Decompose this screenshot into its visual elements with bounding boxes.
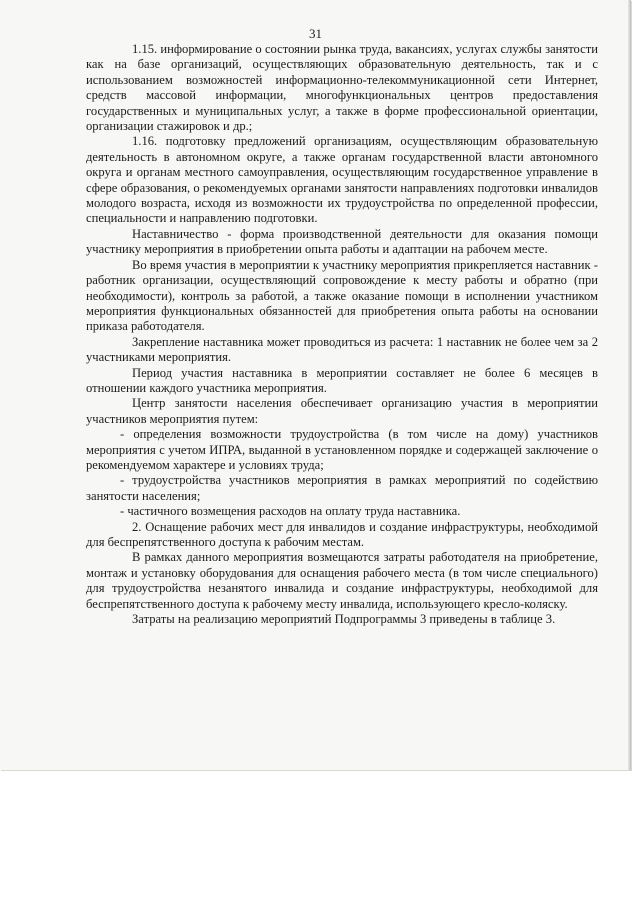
paragraph-mentorship-definition: Наставничество - форма производственной деятельности для оказания помощи участнику мероприятия в приобретении опыта работы и адаптации на рабочем месте.: [86, 226, 598, 257]
paragraph-table-reference: Затраты на реализацию мероприятий Подпрограммы 3 приведены в таблице 3.: [132, 612, 556, 627]
document-body: [86, 42, 598, 627]
paragraph-employer-costs: В рамках данного мероприятия возмещаются затраты работодателя на приобретение, монтаж и установку оборудования для оснащения рабочего места (в том числе специального) для трудоустройства незанятого инвалида и создание инфраструктуры, необходимой для беспрепятственного доступа к рабочему месту инвалида, использующего кресло-коляску.: [86, 550, 598, 611]
paragraph-employment-center: Центр занятости населения обеспечивает организацию участия в мероприятии участников мероприятия путем:: [86, 396, 598, 426]
paragraph-mentor-assignment: Во время участия в мероприятии к участнику мероприятия прикрепляется наставник - работник организации, осуществляющий сопровождение к месту работы и обратно (при необходимости), контроль за работой, а также оказание помощи в исполнении участником мероприятия функциональных обязанностей для приобретения опыта работы на основании приказа работодателя.: [86, 257, 598, 334]
list-item-compensation: - частичного возмещения расходов на оплату труда наставника.: [120, 504, 461, 519]
page-number: 31: [309, 26, 322, 41]
paragraph-mentor-period: Период участия наставника в мероприятии составляет не более 6 месяцев в отношении каждого участника мероприятия.: [86, 365, 598, 395]
paragraph-item-1-15: 1.15. информирование о состоянии рынка труда, вакансиях, услугах службы занятости как на базе организаций, осуществляющих образовательную деятельность, так и с использованием возможностей информационно-телекоммуникационной сети Интернет, средств массовой информации, многофункциональных центров предоставления государственных и муниципальных услуг, а также в форме профессиональной ориентации, организации стажировок и др.;: [86, 42, 598, 134]
paragraph-item-1-16: 1.16. подготовку предложений организациям, осуществляющим образовательную деятельность в автономном округе, а также органам государственной власти автономного округа и органам местного самоуправления, осуществляющим государственное управление в сфере образования, о рекомендуемых органами занятости направлениях подготовки инвалидов молодого возраста, исходя из возможности их трудоустройства по определенной профессии, специальности и направлению подготовки.: [86, 134, 598, 226]
list-item-determination: - определения возможности трудоустройства (в том числе на дому) участников мероприятия с учетом ИПРА, выданной в установленном порядке и содержащей заключение о рекомендуемом характере и условиях труда;: [86, 427, 598, 472]
list-item-employment: - трудоустройства участников мероприятия в рамках мероприятий по содействию занятости населения;: [86, 473, 598, 503]
paragraph-mentor-ratio: Закрепление наставника может проводиться из расчета: 1 наставник не более чем за 2 участниками мероприятия.: [86, 334, 598, 365]
paragraph-workplace-equipment: 2. Оснащение рабочих мест для инвалидов и создание инфраструктуры, необходимой для беспрепятственного доступа к рабочим местам.: [86, 519, 598, 549]
